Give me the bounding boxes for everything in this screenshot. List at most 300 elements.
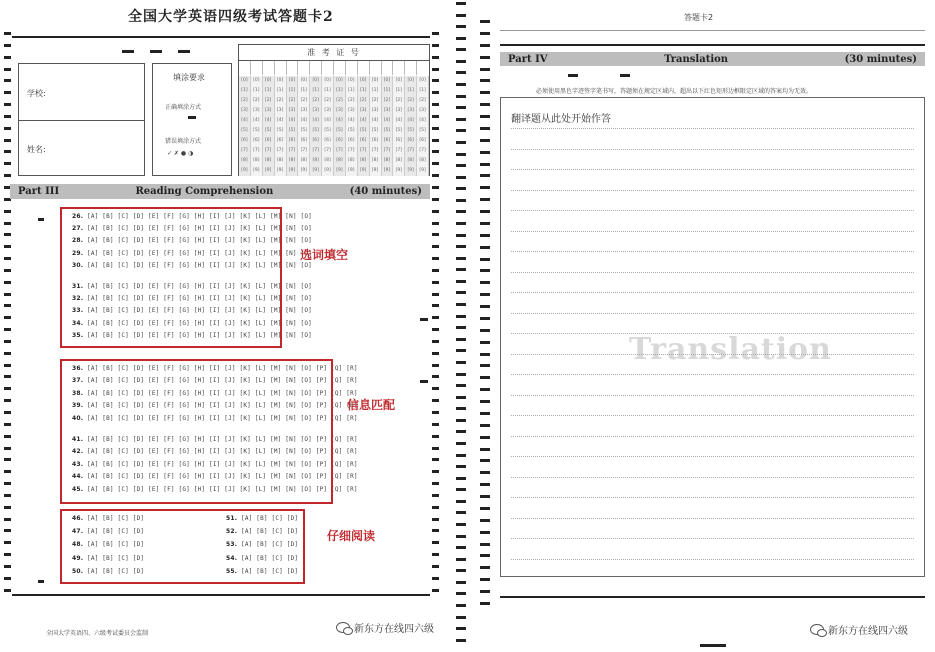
question-number: 37. [72,377,84,385]
admission-digit-bubble[interactable]: [5] [275,126,287,136]
admission-digit-bubble[interactable]: [2] [239,96,251,106]
admission-digit-bubble[interactable]: [7] [263,146,275,156]
answer-line [511,190,914,191]
admission-digit-bubble[interactable]: [7] [310,146,322,156]
question-number: 30. [72,261,84,269]
admission-ticket-box [238,44,430,176]
admission-digit-bubble[interactable]: [5] [334,126,346,136]
admission-digit-bubble[interactable]: [7] [239,146,251,156]
matching-highlight [60,359,333,504]
answer-bubbles[interactable]: [A] [B] [C] [D] [E] [F] [G] [H] [I] [J] [K] [L] [M] [N] [O] [87,237,312,245]
admission-digit-bubble[interactable]: [4] [334,116,346,126]
translation-watermark: Translation [629,332,832,367]
admission-digit-bubble[interactable]: [9] [322,166,334,176]
question-number: 55. [226,567,238,575]
admission-digit-bubble[interactable]: [0] [417,76,429,86]
admission-digit-bubble[interactable]: [8] [405,156,417,166]
admission-digit-bubble[interactable]: [7] [322,146,334,156]
answer-line [511,313,914,314]
answer-line [511,415,914,416]
admission-digit-bubble[interactable]: [3] [322,106,334,116]
top-rule-bold [500,44,925,46]
admission-digit-bubble[interactable]: [1] [393,86,405,96]
mark [568,74,578,77]
admission-digit-bubble[interactable]: [7] [298,146,310,156]
admission-digit-bubble[interactable]: [8] [382,156,394,166]
admission-digit-bubble[interactable]: [6] [346,136,358,146]
question-number: 41. [72,436,84,443]
question-number: 43. [72,460,84,468]
answer-bubbles[interactable]: [A] [B] [C] [D] [E] [F] [G] [H] [I] [J] [K] [L] [M] [N] [O] [P] [Q] [R] [87,377,358,385]
admission-digit-bubble[interactable]: [4] [358,116,370,126]
wechat-icon [810,624,824,635]
admission-digit-bubble[interactable]: [4] [370,116,382,126]
admission-digit-bubble[interactable]: [0] [346,76,358,86]
admission-digit-bubble[interactable]: [3] [405,106,417,116]
question-number: 48. [72,541,84,549]
answer-bubbles[interactable]: [A] [B] [C] [D] [E] [F] [G] [H] [I] [J] [K] [L] [M] [N] [O] [P] [Q] [R] [87,365,358,372]
timing-marks-right [432,32,439,592]
admission-digit-bubble[interactable]: [2] [370,96,382,106]
admission-digit-bubble[interactable]: [0] [358,76,370,86]
mark [38,218,44,221]
answer-line [511,149,914,150]
admission-digit-bubble[interactable]: [7] [370,146,382,156]
admission-digit-bubble[interactable]: [1] [298,86,310,96]
question-number: 45. [72,485,84,493]
admission-digit-bubble[interactable]: [8] [287,156,299,166]
admission-digit-bubble[interactable]: [2] [405,96,417,106]
answer-bubbles[interactable]: [A] [B] [C] [D] [E] [F] [G] [H] [I] [J] [K] [L] [M] [N] [O] [P] [Q] [R] [87,448,358,456]
admission-digit-bubble[interactable]: [5] [251,126,263,136]
question-number: 29. [72,249,84,257]
sheet-title: 答题卡2 [684,13,714,22]
question-number: 44. [72,473,84,481]
admission-digit-bubble[interactable]: [6] [358,136,370,146]
admission-digit-bubble[interactable]: [1] [275,86,287,96]
answer-bubbles[interactable]: [A] [B] [C] [D] [E] [F] [G] [H] [I] [J] [K] [L] [M] [N] [O] [87,213,312,220]
admission-digit-bubble[interactable]: [1] [382,86,394,96]
part-number: Part III [18,186,60,197]
brand-watermark [810,622,908,637]
admission-digit-bubble[interactable]: [8] [370,156,382,166]
admission-digit-bubble[interactable]: [9] [287,166,299,176]
admission-digit-bubble[interactable]: [1] [251,86,263,96]
admission-digit-bubble[interactable]: [7] [382,146,394,156]
answer-bubbles[interactable]: [A] [B] [C] [D] [E] [F] [G] [H] [I] [J] [K] [L] [M] [N] [O] [87,225,312,233]
admission-digit-bubble[interactable]: [6] [251,136,263,146]
banked-cloze-highlight [60,207,282,348]
admission-digit-bubble[interactable]: [5] [405,126,417,136]
admission-digit-bubble[interactable]: [8] [346,156,358,166]
answer-bubbles[interactable]: [A] [B] [C] [D] [87,515,145,522]
answer-prompt: 翻译题从此处开始作答 [511,114,611,125]
admission-digit-bubble[interactable]: [6] [417,136,429,146]
answer-line [511,272,914,273]
admission-digit-bubble[interactable]: [8] [239,156,251,166]
admission-digit-bubble[interactable]: [8] [310,156,322,166]
admission-digit-bubble[interactable]: [3] [275,106,287,116]
admission-digit-bubble[interactable]: [1] [239,86,251,96]
question-number: 34. [72,319,84,327]
banked-cloze-annotation: 选词填空 [300,248,349,262]
fill-requirements-heading: 填涂要求 [173,73,205,82]
admission-digit-bubble[interactable]: [1] [287,86,299,96]
translation-answer-area[interactable] [500,97,925,577]
admission-digit-bubble[interactable]: [7] [358,146,370,156]
admission-digit-bubble[interactable]: [5] [393,126,405,136]
answer-bubbles[interactable]: [A] [B] [C] [D] [87,528,145,536]
answer-bubbles[interactable]: [A] [B] [C] [D] [87,554,145,562]
admission-digit-bubble[interactable]: [7] [417,146,429,156]
admission-digit-bubble[interactable]: [6] [334,136,346,146]
question-number: 32. [72,295,84,303]
admission-digit-bubble[interactable]: [4] [263,116,275,126]
mark [700,644,726,647]
question-number: 26. [72,213,84,220]
admission-digit-bubble[interactable]: [5] [239,126,251,136]
answer-bubbles[interactable]: [A] [B] [C] [D] [E] [F] [G] [H] [I] [J] [K] [L] [M] [N] [O] [P] [Q] [R] [87,473,358,481]
admission-digit-bubble[interactable]: [3] [346,106,358,116]
admission-digit-bubble[interactable]: [8] [417,156,429,166]
part-iv-bar [500,52,925,66]
admission-digit-bubble[interactable]: [2] [382,96,394,106]
admission-write-row [239,61,429,75]
admission-digit-bubble[interactable]: [2] [298,96,310,106]
bottom-rule [12,594,430,596]
admission-digit-bubble[interactable]: [8] [393,156,405,166]
answer-line [511,456,914,457]
writing-instruction: 必须使用黑色字迹签字笔书写，答题须在规定区域内，超出以下红色矩形边框限定区域的答案均为无效。 [536,88,813,95]
admission-digit-bubble[interactable]: [4] [393,116,405,126]
answer-line [511,292,914,293]
admission-digit-bubble[interactable]: [5] [310,126,322,136]
answer-line [511,497,914,498]
question-number: 54. [226,554,238,562]
top-rule [12,36,430,38]
admission-digit-bubble[interactable]: [6] [393,136,405,146]
admission-digit-bubble[interactable]: [0] [298,76,310,86]
admission-digit-bubble[interactable]: [7] [346,146,358,156]
answer-bubbles[interactable]: [A] [B] [C] [D] [E] [F] [G] [H] [I] [J] [K] [L] [M] [N] [O] [87,261,312,269]
question-number: 51. [226,515,238,522]
admission-digit-bubble[interactable]: [1] [405,86,417,96]
admission-digit-bubble[interactable]: [0] [382,76,394,86]
admission-digit-bubble[interactable]: [6] [382,136,394,146]
answer-bubbles[interactable]: [A] [B] [C] [D] [241,554,299,562]
admission-digit-bubble[interactable]: [9] [358,166,370,176]
admission-digit-bubble[interactable]: [8] [358,156,370,166]
admission-digit-bubble[interactable]: [0] [275,76,287,86]
admission-digit-bubble[interactable]: [7] [287,146,299,156]
admission-digit-bubble[interactable]: [5] [346,126,358,136]
admission-digit-bubble[interactable]: [0] [239,76,251,86]
admission-digit-bubble[interactable]: [4] [417,116,429,126]
part-title: Reading Comprehension [135,186,274,197]
admission-digit-bubble[interactable]: [2] [346,96,358,106]
answer-line [511,231,914,232]
admission-digit-bubble[interactable]: [9] [251,166,263,176]
admission-digit-bubble[interactable]: [9] [417,166,429,176]
admission-digit-bubble[interactable]: [2] [393,96,405,106]
mark [38,580,44,583]
question-number: 49. [72,554,84,562]
answer-bubbles[interactable]: [A] [B] [C] [D] [E] [F] [G] [H] [I] [J] [K] [L] [M] [N] [O] [87,319,312,327]
admission-digit-bubble[interactable]: [5] [370,126,382,136]
admission-digit-bubble[interactable]: [9] [239,166,251,176]
admission-digit-bubble[interactable]: [6] [263,136,275,146]
part-time: (40 minutes) [349,186,422,197]
admission-digit-bubble[interactable]: [9] [382,166,394,176]
admission-digit-bubble[interactable]: [6] [275,136,287,146]
brand-text: 新东方在线四六级 [828,626,908,637]
answer-line [511,395,914,396]
admission-digit-bubble[interactable]: [3] [310,106,322,116]
answer-bubbles[interactable]: [A] [B] [C] [D] [E] [F] [G] [H] [I] [J] [K] [L] [M] [N] [O] [P] [Q] [R] [87,389,358,397]
admission-digit-bubble[interactable]: [6] [239,136,251,146]
answer-bubbles[interactable]: [A] [B] [C] [D] [E] [F] [G] [H] [I] [J] [K] [L] [M] [N] [O] [P] [Q] [R] [87,402,358,410]
question-number: 38. [72,389,84,397]
admission-digit-bubble[interactable]: [0] [405,76,417,86]
admission-digit-bubble[interactable]: [5] [263,126,275,136]
answer-line [511,128,914,129]
school-label: 学校: [27,89,46,98]
careful-reading-highlight [60,509,305,584]
question-number: 35. [72,331,84,339]
answer-bubbles[interactable]: [A] [B] [C] [D] [241,528,299,536]
question-number: 50. [72,567,84,575]
timing-marks-left [480,20,490,605]
bottom-rule [500,596,925,598]
mark [122,50,134,53]
admission-digit-bubble[interactable]: [1] [263,86,275,96]
admission-digit-bubble[interactable]: [9] [393,166,405,176]
answer-bubbles[interactable]: [A] [B] [C] [D] [E] [F] [G] [H] [I] [J] [K] [L] [M] [N] [O] [P] [Q] [R] [87,436,358,443]
admission-digit-bubble[interactable]: [3] [393,106,405,116]
answer-line [511,518,914,519]
admission-digit-bubble[interactable]: [3] [251,106,263,116]
correct-fill-label: 正确填涂方式 [165,104,202,111]
footer-text: 全国大学英语四、六级考试委员会监制 [46,630,149,637]
admission-digit-bubble[interactable]: [6] [310,136,322,146]
admission-digit-bubble[interactable]: [1] [358,86,370,96]
answer-bubbles[interactable]: [A] [B] [C] [D] [241,567,299,575]
mark [150,50,162,53]
admission-digit-bubble[interactable]: [8] [251,156,263,166]
admission-digit-bubble[interactable]: [9] [370,166,382,176]
question-number: 28. [72,237,84,245]
admission-digit-bubble[interactable]: [3] [334,106,346,116]
answer-bubbles[interactable]: [A] [B] [C] [D] [87,567,145,575]
admission-digit-bubble[interactable]: [6] [298,136,310,146]
answer-bubbles[interactable]: [A] [B] [C] [D] [E] [F] [G] [H] [I] [J] [K] [L] [M] [N] [O] [P] [Q] [R] [87,414,358,422]
admission-digit-bubble[interactable]: [5] [382,126,394,136]
admission-digit-bubble[interactable]: [9] [275,166,287,176]
mark [420,380,428,383]
admission-digit-bubble[interactable]: [9] [263,166,275,176]
admission-digit-bubble[interactable]: [0] [370,76,382,86]
admission-digit-bubble[interactable]: [4] [287,116,299,126]
admission-digit-bubble[interactable]: [5] [417,126,429,136]
answer-bubbles[interactable]: [A] [B] [C] [D] [E] [F] [G] [H] [I] [J] [K] [L] [M] [N] [O] [87,249,312,257]
answer-bubbles[interactable]: [A] [B] [C] [D] [241,541,299,549]
admission-digit-bubble[interactable]: [2] [310,96,322,106]
admission-digit-bubble[interactable]: [4] [275,116,287,126]
admission-digit-bubble[interactable]: [6] [287,136,299,146]
question-number: 27. [72,225,84,233]
admission-digit-bubble[interactable]: [6] [405,136,417,146]
admission-digit-bubble[interactable]: [7] [275,146,287,156]
answer-bubbles[interactable]: [A] [B] [C] [D] [E] [F] [G] [H] [I] [J] [K] [L] [M] [N] [O] [P] [Q] [R] [87,460,358,468]
part-time: (30 minutes) [844,53,917,65]
mark [420,318,428,321]
question-number: 36. [72,365,84,372]
admission-digit-bubble[interactable]: [8] [334,156,346,166]
admission-digit-bubble[interactable]: [0] [393,76,405,86]
answer-line [511,559,914,560]
admission-digit-bubble[interactable]: [2] [263,96,275,106]
question-number: 47. [72,528,84,536]
admission-digit-bubble[interactable]: [2] [334,96,346,106]
admission-digit-bubble[interactable]: [1] [417,86,429,96]
admission-digit-bubble[interactable]: [9] [310,166,322,176]
admission-digit-bubble[interactable]: [6] [322,136,334,146]
answer-line [511,354,914,355]
admission-digit-bubble[interactable]: [2] [322,96,334,106]
answer-line [511,333,914,334]
part-iii-bar [10,184,430,199]
answer-line [511,477,914,478]
answer-bubbles[interactable]: [A] [B] [C] [D] [E] [F] [G] [H] [I] [J] [K] [L] [M] [N] [O] [87,283,312,290]
question-number: 52. [226,528,238,536]
admission-digit-bubble[interactable]: [4] [310,116,322,126]
admission-digit-bubble[interactable]: [5] [287,126,299,136]
admission-digit-bubble[interactable]: [2] [358,96,370,106]
admission-digit-bubble[interactable]: [1] [346,86,358,96]
admission-digit-bubble[interactable]: [5] [358,126,370,136]
admission-digit-bubble[interactable]: [3] [263,106,275,116]
answer-line [511,436,914,437]
careful-reading-annotation: 仔细阅读 [327,529,376,543]
admission-digit-bubble[interactable]: [4] [405,116,417,126]
admission-digit-bubble[interactable]: [8] [298,156,310,166]
answer-line [511,169,914,170]
question-number: 31. [72,283,84,290]
admission-digit-bubble[interactable]: [8] [263,156,275,166]
correct-fill-sample [188,116,196,119]
admission-digit-bubble[interactable]: [7] [334,146,346,156]
answer-bubbles[interactable]: [A] [B] [C] [D] [E] [F] [G] [H] [I] [J] [K] [L] [M] [N] [O] [87,331,312,339]
admission-digit-bubble[interactable]: [1] [370,86,382,96]
admission-digit-bubble[interactable]: [4] [298,116,310,126]
timing-marks-edge [456,2,466,642]
admission-digit-bubble[interactable]: [7] [251,146,263,156]
admission-digit-bubble[interactable]: [3] [298,106,310,116]
admission-digit-bubble[interactable]: [1] [310,86,322,96]
admission-digit-bubble[interactable]: [0] [322,76,334,86]
sheet-title: 全国大学英语四级考试答题卡2 [128,9,334,25]
admission-digit-bubble[interactable]: [3] [287,106,299,116]
answer-line [511,251,914,252]
admission-digit-bubble[interactable]: [9] [298,166,310,176]
admission-digit-bubble[interactable]: [9] [334,166,346,176]
admission-digit-bubble[interactable]: [4] [322,116,334,126]
admission-digit-bubble[interactable]: [6] [370,136,382,146]
admission-digit-bubble[interactable]: [4] [346,116,358,126]
answer-sheet-right [470,0,935,652]
answer-line [511,210,914,211]
admission-digit-bubble[interactable]: [8] [275,156,287,166]
part-title: Translation [664,53,729,65]
admission-digit-bubble[interactable]: [4] [251,116,263,126]
admission-digit-bubble[interactable]: [3] [239,106,251,116]
admission-digit-bubble[interactable]: [9] [405,166,417,176]
info-box [18,63,145,176]
admission-digit-bubble[interactable]: [8] [322,156,334,166]
admission-digit-bubble[interactable]: [2] [287,96,299,106]
answer-line [511,374,914,375]
admission-digit-bubble[interactable]: [5] [298,126,310,136]
wechat-icon [336,622,350,633]
question-number: 42. [72,448,84,456]
admission-digit-bubble[interactable]: [4] [239,116,251,126]
top-rule [500,30,925,31]
admission-digit-bubble[interactable]: [1] [334,86,346,96]
admission-digit-bubble[interactable]: [3] [358,106,370,116]
mark [178,50,190,53]
admission-number-bubbles[interactable] [239,76,429,176]
admission-digit-bubble[interactable]: [0] [287,76,299,86]
admission-digit-bubble[interactable]: [1] [322,86,334,96]
admission-digit-bubble[interactable]: [2] [275,96,287,106]
name-label: 姓名: [27,145,46,154]
admission-digit-bubble[interactable]: [7] [405,146,417,156]
admission-digit-bubble[interactable]: [3] [417,106,429,116]
admission-digit-bubble[interactable]: [0] [263,76,275,86]
admission-digit-bubble[interactable]: [9] [346,166,358,176]
admission-digit-bubble[interactable]: [7] [393,146,405,156]
admission-digit-bubble[interactable]: [3] [370,106,382,116]
question-number: 53. [226,541,238,549]
fill-requirements-box [152,63,232,176]
admission-digit-bubble[interactable]: [3] [382,106,394,116]
admission-digit-bubble[interactable]: [2] [417,96,429,106]
brand-text: 新东方在线四六级 [354,624,434,635]
question-number: 46. [72,515,84,522]
answer-bubbles[interactable]: [A] [B] [C] [D] [E] [F] [G] [H] [I] [J] [K] [L] [M] [N] [O] [87,295,312,303]
admission-digit-bubble[interactable]: [2] [251,96,263,106]
question-number: 40. [72,414,84,422]
admission-digit-bubble[interactable]: [0] [310,76,322,86]
admission-digit-bubble[interactable]: [4] [382,116,394,126]
answer-bubbles[interactable]: [A] [B] [C] [D] [87,541,145,549]
answer-bubbles[interactable]: [A] [B] [C] [D] [E] [F] [G] [H] [I] [J] [K] [L] [M] [N] [O] [P] [Q] [R] [87,485,358,493]
mark [620,74,630,77]
question-number: 33. [72,307,84,315]
answer-bubbles[interactable]: [A] [B] [C] [D] [E] [F] [G] [H] [I] [J] [K] [L] [M] [N] [O] [87,307,312,315]
timing-marks-left [4,32,11,592]
question-number: 39. [72,402,84,410]
part-number: Part IV [508,53,548,65]
admission-ticket-label: 准 考 证 号 [239,47,429,61]
wrong-fill-label: 错误填涂方式 [165,138,202,145]
brand-watermark [336,620,434,635]
admission-digit-bubble[interactable]: [5] [322,126,334,136]
admission-digit-bubble[interactable]: [0] [334,76,346,86]
answer-bubbles[interactable]: [A] [B] [C] [D] [241,515,299,522]
wrong-fill-sample: ✓ ✗ ● ◑ [167,150,194,157]
admission-digit-bubble[interactable]: [0] [251,76,263,86]
